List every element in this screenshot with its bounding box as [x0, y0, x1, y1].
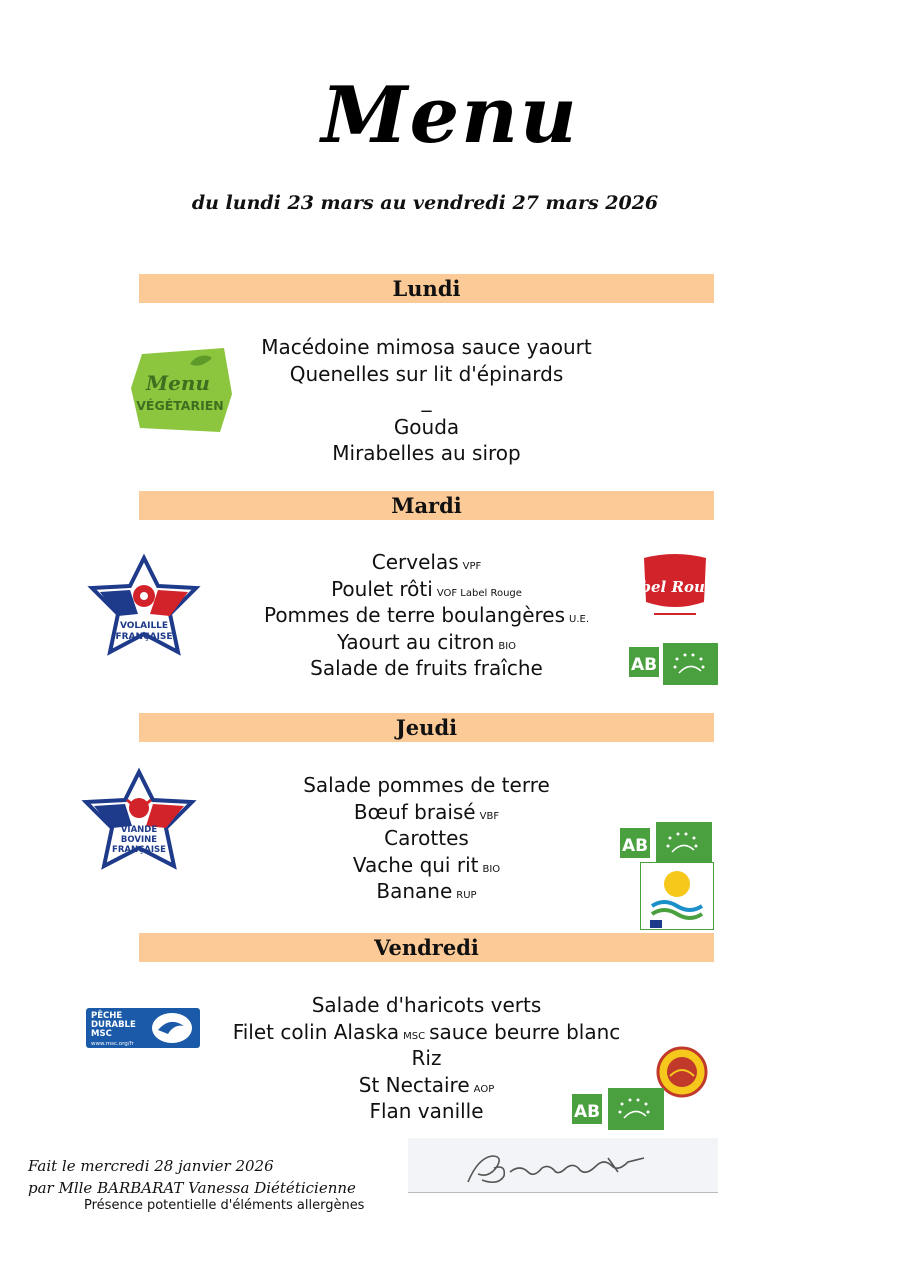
ab-agriculture-biologique-icon	[572, 1088, 666, 1132]
viande-bovine-francaise-icon	[82, 770, 196, 870]
svg-text:BOVINE: BOVINE	[120, 835, 158, 845]
svg-text:VÉGÉTARIEN: VÉGÉTARIEN	[136, 398, 224, 413]
dish: Salade d'haricots verts	[311, 993, 542, 1017]
dish-separator: _	[421, 388, 432, 412]
dish: Pommes de terre boulangères U.E.	[263, 603, 590, 627]
day-header-vendredi: Vendredi	[139, 933, 714, 962]
dish: Salade pommes de terre	[303, 773, 550, 797]
volaille-francaise-icon	[88, 556, 200, 656]
dish: Vache qui rit BIO	[352, 852, 501, 877]
dish: Salade de fruits fraîche	[310, 656, 543, 680]
dish: Filet colin Alaska MSC sauce beurre blanc	[232, 1019, 621, 1044]
footer-credits	[28, 1155, 356, 1199]
svg-text:MSC: MSC	[91, 1029, 112, 1039]
svg-text:VIANDE: VIANDE	[120, 825, 158, 835]
dish-tag: AOP	[473, 1083, 495, 1095]
svg-text:AB: AB	[621, 836, 649, 856]
dish: Yaourt au citron BIO	[336, 629, 517, 654]
dish: Quenelles sur lit d'épinards	[289, 361, 564, 386]
menu-vegetarien-icon	[128, 344, 236, 436]
dish-tag: BIO	[498, 640, 517, 652]
svg-text:AB: AB	[630, 655, 658, 675]
ab-bio-logo	[627, 641, 718, 685]
dish: Riz	[411, 1046, 442, 1070]
dish: Poulet rôti VOF Label Rouge	[331, 576, 522, 601]
svg-text:www.msc.org/fr: www.msc.org/fr	[91, 1041, 134, 1047]
dish-tag: MSC	[403, 1030, 426, 1042]
dishes-mardi	[150, 549, 703, 682]
date-range: du lundi 23 mars au vendredi 27 mars 2026	[191, 192, 659, 214]
svg-text:VOLAILLE: VOLAILLE	[119, 621, 169, 631]
dish: Cervelas VPF	[371, 550, 482, 574]
dietitian-name: par Mlle BARBARAT Vanessa Diététicienne	[28, 1179, 356, 1197]
dish: Gouda	[393, 414, 460, 439]
signature	[408, 1138, 718, 1193]
allergen-notice: Présence potentielle d'éléments allergènes	[84, 1198, 365, 1213]
dish: St Nectaire AOP	[358, 1072, 495, 1097]
svg-text:FRANÇAISE: FRANÇAISE	[112, 845, 166, 855]
menu-title: Menu	[321, 70, 579, 161]
dish: Carottes	[384, 826, 469, 850]
ab-agriculture-biologique-icon	[627, 641, 718, 685]
dish: Bœuf braisé VBF	[353, 799, 500, 824]
svg-text:label Rouge: label Rouge	[625, 578, 725, 596]
dish-tag: U.E.	[569, 614, 590, 625]
signature-icon	[408, 1138, 718, 1192]
svg-text:Menu: Menu	[146, 371, 210, 395]
msc-peche-durable-icon	[86, 1008, 200, 1048]
dish-tag: BIO	[482, 863, 501, 875]
svg-text:AB: AB	[573, 1102, 601, 1122]
dish: Flan vanille	[369, 1099, 484, 1123]
dish-tag: RUP	[456, 890, 477, 901]
dish: Banane RUP	[376, 879, 477, 903]
label-rouge-icon	[625, 550, 725, 620]
dish: Mirabelles au sirop	[332, 441, 521, 465]
svg-text:DURABLE: DURABLE	[91, 1020, 136, 1030]
day-header-jeudi: Jeudi	[139, 713, 714, 742]
day-header-mardi: Mardi	[139, 491, 714, 520]
svg-text:PÊCHE: PÊCHE	[91, 1011, 123, 1021]
dish-tag: VPF	[462, 561, 482, 572]
dish-tag: VBF	[479, 810, 500, 822]
dish: Macédoine mimosa sauce yaourt	[261, 335, 592, 359]
svg-text:FRANÇAISE: FRANÇAISE	[115, 632, 173, 642]
dish-tag: VOF Label Rouge	[436, 587, 522, 599]
day-header-lundi: Lundi	[139, 274, 714, 303]
made-on-date: Fait le mercredi 28 janvier 2026	[28, 1157, 274, 1175]
rup-region-ultraperipherique-icon	[640, 862, 714, 930]
